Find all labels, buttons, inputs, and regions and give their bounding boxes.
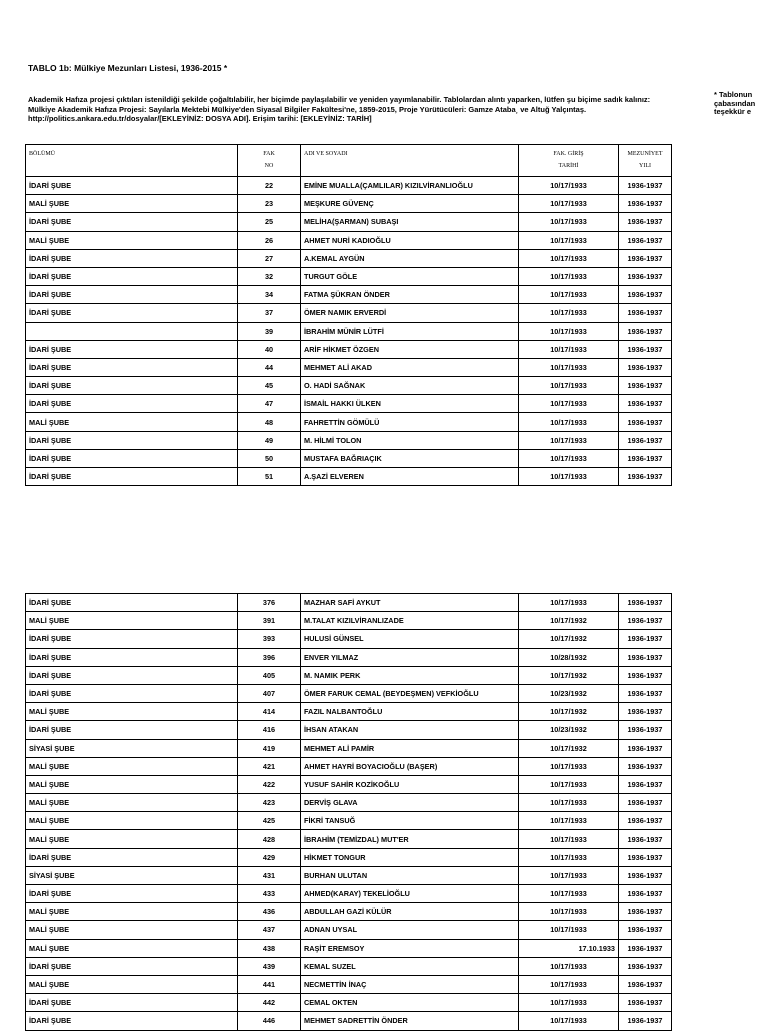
- year-cell: 1936-1937: [619, 231, 672, 249]
- fak-no-cell: 376: [238, 594, 301, 612]
- fak-no-cell: 40: [238, 340, 301, 358]
- fak-no-cell: 51: [238, 468, 301, 486]
- fak-no-cell: 431: [238, 866, 301, 884]
- table-row: [26, 177, 672, 195]
- header-giris-tarihi: [519, 145, 619, 177]
- name-cell: O. HADİ SAĞNAK: [301, 377, 519, 395]
- table-row: [26, 449, 672, 467]
- bolum-cell: MALİ ŞUBE: [26, 903, 238, 921]
- table-row: [26, 413, 672, 431]
- bolum-cell: İDARİ ŞUBE: [26, 721, 238, 739]
- bolum-cell: İDARİ ŞUBE: [26, 848, 238, 866]
- date-cell: 10/17/1933: [519, 866, 619, 884]
- table-header-row: [26, 145, 672, 177]
- name-cell: A.KEMAL AYGÜN: [301, 249, 519, 267]
- table-row: [26, 648, 672, 666]
- fak-no-cell: 37: [238, 304, 301, 322]
- year-cell: 1936-1937: [619, 322, 672, 340]
- fak-no-cell: 407: [238, 684, 301, 702]
- header-tarih-line1: FAK. GİRİŞ: [553, 151, 584, 157]
- table-row: [26, 286, 672, 304]
- header-mezuniyet-yili: [619, 145, 672, 177]
- citation-notice: Akademik Hafıza projesi çıktıları istenildiği şekilde çoğaltılabilir, her biçimde paylaşılabilir ve yeniden yayımlanabilir. Tablolardan alıntı yaparken, lütfen şu biçime sadık kalınız: Mülkiye Akademik Hafıza Projesi: Sayılarla Mektebi Mülkiye'den Siyasal Bilgiler Fakültesi'ne, 1859-2015, Proje Yürütücüleri: Gamze Ataba¸ ve Altuğ Yalçıntaş. http://politics.ankara.edu.tr/dosyalar/[EKLEYİNİZ: DOSYA ADI]. Erişim tarihi: [EKLEYİNİZ: TARİH]: [28, 95, 651, 123]
- date-cell: 10/17/1933: [519, 213, 619, 231]
- bolum-cell: MALİ ŞUBE: [26, 703, 238, 721]
- fak-no-cell: 50: [238, 449, 301, 467]
- fak-no-cell: 433: [238, 885, 301, 903]
- year-cell: 1936-1937: [619, 630, 672, 648]
- table-row: [26, 794, 672, 812]
- bolum-cell: MALİ ŞUBE: [26, 195, 238, 213]
- fak-no-cell: 393: [238, 630, 301, 648]
- table-row: [26, 1012, 672, 1030]
- fak-no-cell: 39: [238, 322, 301, 340]
- year-cell: 1936-1937: [619, 739, 672, 757]
- bolum-cell: SİYASİ ŞUBE: [26, 739, 238, 757]
- date-cell: 10/17/1933: [519, 757, 619, 775]
- name-cell: ABDULLAH GAZİ KÜLÜR: [301, 903, 519, 921]
- bolum-cell: İDARİ ŞUBE: [26, 994, 238, 1012]
- bolum-cell: İDARİ ŞUBE: [26, 957, 238, 975]
- table-body-top: [26, 177, 672, 486]
- year-cell: 1936-1937: [619, 286, 672, 304]
- date-cell: 10/17/1932: [519, 666, 619, 684]
- year-cell: 1936-1937: [619, 358, 672, 376]
- name-cell: ÖMER NAMIK ERVERDİ: [301, 304, 519, 322]
- year-cell: 1936-1937: [619, 648, 672, 666]
- fak-no-cell: 425: [238, 812, 301, 830]
- date-cell: 10/17/1933: [519, 775, 619, 793]
- bolum-cell: İDARİ ŞUBE: [26, 684, 238, 702]
- side-note-line: * Tablonun: [714, 90, 753, 99]
- year-cell: 1936-1937: [619, 395, 672, 413]
- table-row: [26, 267, 672, 285]
- fak-no-cell: 22: [238, 177, 301, 195]
- date-cell: 10/17/1933: [519, 1012, 619, 1030]
- name-cell: ADNAN UYSAL: [301, 921, 519, 939]
- name-cell: CEMAL OKTEN: [301, 994, 519, 1012]
- date-cell: 10/17/1933: [519, 903, 619, 921]
- name-cell: EMİNE MUALLA(ÇAMLILAR) KIZILVİRANLIOĞLU: [301, 177, 519, 195]
- bolum-cell: İDARİ ŞUBE: [26, 885, 238, 903]
- bolum-cell: İDARİ ŞUBE: [26, 395, 238, 413]
- graduates-table-top: [25, 144, 672, 486]
- side-note-line: teşekkür e: [714, 107, 752, 116]
- year-cell: 1936-1937: [619, 703, 672, 721]
- header-yil-line1: MEZUNİYET: [627, 151, 663, 157]
- table-row: [26, 358, 672, 376]
- table-row: [26, 812, 672, 830]
- name-cell: M. HİLMİ TOLON: [301, 431, 519, 449]
- bolum-cell: İDARİ ŞUBE: [26, 286, 238, 304]
- name-cell: ÖMER FARUK CEMAL (BEYDEŞMEN) VEFKİOĞLU: [301, 684, 519, 702]
- header-fak-no: [238, 145, 301, 177]
- bolum-cell: İDARİ ŞUBE: [26, 213, 238, 231]
- date-cell: 10/17/1933: [519, 358, 619, 376]
- date-cell: 10/17/1933: [519, 830, 619, 848]
- table-row: [26, 885, 672, 903]
- date-cell: 10/17/1933: [519, 340, 619, 358]
- name-cell: HİKMET TONGUR: [301, 848, 519, 866]
- date-cell: 10/17/1933: [519, 413, 619, 431]
- bolum-cell: MALİ ŞUBE: [26, 775, 238, 793]
- table-row: [26, 994, 672, 1012]
- fak-no-cell: 436: [238, 903, 301, 921]
- name-cell: YUSUF SAHİR KOZİKOĞLU: [301, 775, 519, 793]
- fak-no-cell: 25: [238, 213, 301, 231]
- header-adi-soyadi: [301, 145, 519, 177]
- table-row: [26, 666, 672, 684]
- date-cell: 10/17/1933: [519, 921, 619, 939]
- year-cell: 1936-1937: [619, 431, 672, 449]
- table-row: [26, 195, 672, 213]
- bolum-cell: MALİ ŞUBE: [26, 975, 238, 993]
- table-row: [26, 830, 672, 848]
- fak-no-cell: 429: [238, 848, 301, 866]
- year-cell: 1936-1937: [619, 249, 672, 267]
- fak-no-cell: 423: [238, 794, 301, 812]
- name-cell: FATMA ŞÜKRAN ÖNDER: [301, 286, 519, 304]
- bolum-cell: İDARİ ŞUBE: [26, 267, 238, 285]
- date-cell: 10/17/1933: [519, 812, 619, 830]
- fak-no-cell: 48: [238, 413, 301, 431]
- fak-no-cell: 32: [238, 267, 301, 285]
- name-cell: FAZIL NALBANTOĞLU: [301, 703, 519, 721]
- date-cell: 10/17/1933: [519, 177, 619, 195]
- bolum-cell: MALİ ŞUBE: [26, 794, 238, 812]
- fak-no-cell: 442: [238, 994, 301, 1012]
- fak-no-cell: 47: [238, 395, 301, 413]
- bolum-cell: İDARİ ŞUBE: [26, 304, 238, 322]
- table-row: [26, 395, 672, 413]
- date-cell: 10/23/1932: [519, 684, 619, 702]
- year-cell: 1936-1937: [619, 757, 672, 775]
- bolum-cell: İDARİ ŞUBE: [26, 358, 238, 376]
- fak-no-cell: 437: [238, 921, 301, 939]
- name-cell: İBRAHİM MÜNİR LÜTFİ: [301, 322, 519, 340]
- date-cell: 10/17/1933: [519, 957, 619, 975]
- name-cell: NECMETTİN İNAÇ: [301, 975, 519, 993]
- year-cell: 1936-1937: [619, 866, 672, 884]
- bolum-cell: İDARİ ŞUBE: [26, 666, 238, 684]
- bolum-cell: İDARİ ŞUBE: [26, 594, 238, 612]
- name-cell: MEHMET ALİ PAMİR: [301, 739, 519, 757]
- fak-no-cell: 27: [238, 249, 301, 267]
- fak-no-cell: 391: [238, 612, 301, 630]
- fak-no-cell: 396: [238, 648, 301, 666]
- name-cell: A.ŞAZİ ELVEREN: [301, 468, 519, 486]
- table-row: [26, 684, 672, 702]
- table-row: [26, 612, 672, 630]
- name-cell: MEHMET ALİ AKAD: [301, 358, 519, 376]
- bolum-cell: İDARİ ŞUBE: [26, 648, 238, 666]
- date-cell: 10/17/1933: [519, 975, 619, 993]
- fak-no-cell: 23: [238, 195, 301, 213]
- date-cell: 10/17/1932: [519, 703, 619, 721]
- table-row: [26, 848, 672, 866]
- date-cell: 10/17/1932: [519, 612, 619, 630]
- date-cell: 10/17/1933: [519, 322, 619, 340]
- table-row: [26, 377, 672, 395]
- name-cell: KEMAL SUZEL: [301, 957, 519, 975]
- name-cell: M. NAMIK PERK: [301, 666, 519, 684]
- fak-no-cell: 419: [238, 739, 301, 757]
- bolum-cell: MALİ ŞUBE: [26, 921, 238, 939]
- fak-no-cell: 26: [238, 231, 301, 249]
- header-bolum: [26, 145, 238, 177]
- name-cell: HULUSİ GÜNSEL: [301, 630, 519, 648]
- table-row: [26, 975, 672, 993]
- name-cell: İSMAİL HAKKI ÜLKEN: [301, 395, 519, 413]
- name-cell: M.TALAT KIZILVİRANLIZADE: [301, 612, 519, 630]
- table-row: [26, 304, 672, 322]
- date-cell: 10/17/1932: [519, 630, 619, 648]
- bolum-cell: İDARİ ŞUBE: [26, 449, 238, 467]
- header-ad-label: ADI VE SOYADI: [304, 151, 348, 157]
- name-cell: MEHMET SADRETTİN ÖNDER: [301, 1012, 519, 1030]
- year-cell: 1936-1937: [619, 994, 672, 1012]
- table-row: [26, 249, 672, 267]
- name-cell: FAHRETTİN GÖMÜLÜ: [301, 413, 519, 431]
- bolum-cell: MALİ ŞUBE: [26, 413, 238, 431]
- bolum-cell: İDARİ ŞUBE: [26, 340, 238, 358]
- year-cell: 1936-1937: [619, 830, 672, 848]
- table-row: [26, 703, 672, 721]
- bolum-cell: MALİ ŞUBE: [26, 812, 238, 830]
- name-cell: BURHAN ULUTAN: [301, 866, 519, 884]
- date-cell: 10/17/1933: [519, 431, 619, 449]
- bolum-cell: İDARİ ŞUBE: [26, 431, 238, 449]
- year-cell: 1936-1937: [619, 1012, 672, 1030]
- name-cell: MELİHA(ŞARMAN) SUBAŞI: [301, 213, 519, 231]
- table-row: [26, 903, 672, 921]
- name-cell: DERVİŞ GLAVA: [301, 794, 519, 812]
- side-note-line: çabasından: [714, 98, 756, 108]
- name-cell: RAŞİT EREMSOY: [301, 939, 519, 957]
- name-cell: FİKRİ TANSUĞ: [301, 812, 519, 830]
- name-cell: ENVER YILMAZ: [301, 648, 519, 666]
- header-tarih-line2: TARİHİ: [558, 163, 579, 169]
- name-cell: MEŞKURE GÜVENÇ: [301, 195, 519, 213]
- table-row: [26, 866, 672, 884]
- year-cell: 1936-1937: [619, 195, 672, 213]
- date-cell: 10/28/1932: [519, 648, 619, 666]
- fak-no-cell: 428: [238, 830, 301, 848]
- year-cell: 1936-1937: [619, 413, 672, 431]
- fak-no-cell: 439: [238, 957, 301, 975]
- table-row: [26, 213, 672, 231]
- date-cell: 17.10.1933: [519, 939, 619, 957]
- year-cell: 1936-1937: [619, 775, 672, 793]
- name-cell: AHMET NURİ KADIOĞLU: [301, 231, 519, 249]
- date-cell: 10/17/1933: [519, 449, 619, 467]
- table-row: [26, 231, 672, 249]
- name-cell: İHSAN ATAKAN: [301, 721, 519, 739]
- year-cell: 1936-1937: [619, 939, 672, 957]
- date-cell: 10/23/1932: [519, 721, 619, 739]
- table-body-bottom: [26, 594, 672, 1031]
- fak-no-cell: 421: [238, 757, 301, 775]
- bolum-cell: SİYASİ ŞUBE: [26, 866, 238, 884]
- date-cell: 10/17/1933: [519, 594, 619, 612]
- year-cell: 1936-1937: [619, 377, 672, 395]
- name-cell: ARİF HİKMET ÖZGEN: [301, 340, 519, 358]
- bolum-cell: [26, 322, 238, 340]
- bolum-cell: İDARİ ŞUBE: [26, 377, 238, 395]
- date-cell: 10/17/1933: [519, 468, 619, 486]
- name-cell: TURGUT GÖLE: [301, 267, 519, 285]
- header-fak-line2: NO: [264, 163, 274, 169]
- date-cell: 10/17/1933: [519, 377, 619, 395]
- year-cell: 1936-1937: [619, 594, 672, 612]
- bolum-cell: İDARİ ŞUBE: [26, 1012, 238, 1030]
- fak-no-cell: 441: [238, 975, 301, 993]
- bolum-cell: MALİ ŞUBE: [26, 939, 238, 957]
- date-cell: 10/17/1933: [519, 195, 619, 213]
- fak-no-cell: 34: [238, 286, 301, 304]
- year-cell: 1936-1937: [619, 177, 672, 195]
- name-cell: MUSTAFA BAĞRIAÇIK: [301, 449, 519, 467]
- bolum-cell: MALİ ŞUBE: [26, 830, 238, 848]
- year-cell: 1936-1937: [619, 213, 672, 231]
- table-row: [26, 775, 672, 793]
- document-title: TABLO 1b: Mülkiye Mezunları Listesi, 1936-2015 *: [28, 63, 228, 73]
- fak-no-cell: 44: [238, 358, 301, 376]
- year-cell: 1936-1937: [619, 684, 672, 702]
- table-row: [26, 957, 672, 975]
- graduates-table-bottom: [25, 593, 672, 1031]
- year-cell: 1936-1937: [619, 304, 672, 322]
- table-row: [26, 757, 672, 775]
- bolum-cell: MALİ ŞUBE: [26, 612, 238, 630]
- year-cell: 1936-1937: [619, 612, 672, 630]
- table-row: [26, 921, 672, 939]
- year-cell: 1936-1937: [619, 848, 672, 866]
- year-cell: 1936-1937: [619, 812, 672, 830]
- bolum-cell: İDARİ ŞUBE: [26, 468, 238, 486]
- table-row: [26, 322, 672, 340]
- year-cell: 1936-1937: [619, 975, 672, 993]
- year-cell: 1936-1937: [619, 340, 672, 358]
- date-cell: 10/17/1933: [519, 794, 619, 812]
- table-row: [26, 340, 672, 358]
- fak-no-cell: 49: [238, 431, 301, 449]
- bolum-cell: İDARİ ŞUBE: [26, 249, 238, 267]
- fak-no-cell: 414: [238, 703, 301, 721]
- year-cell: 1936-1937: [619, 449, 672, 467]
- year-cell: 1936-1937: [619, 721, 672, 739]
- header-yil-line2: YILI: [639, 163, 651, 169]
- date-cell: 10/17/1933: [519, 304, 619, 322]
- year-cell: 1936-1937: [619, 468, 672, 486]
- year-cell: 1936-1937: [619, 885, 672, 903]
- name-cell: MAZHAR SAFİ AYKUT: [301, 594, 519, 612]
- date-cell: 10/17/1933: [519, 994, 619, 1012]
- fak-no-cell: 405: [238, 666, 301, 684]
- name-cell: İBRAHİM (TEMİZDAL) MUT'ER: [301, 830, 519, 848]
- header-fak-line1: FAK: [263, 151, 275, 157]
- year-cell: 1936-1937: [619, 794, 672, 812]
- table-row: [26, 594, 672, 612]
- table-row: [26, 939, 672, 957]
- date-cell: 10/17/1933: [519, 848, 619, 866]
- year-cell: 1936-1937: [619, 666, 672, 684]
- table-row: [26, 630, 672, 648]
- bolum-cell: İDARİ ŞUBE: [26, 177, 238, 195]
- date-cell: 10/17/1933: [519, 286, 619, 304]
- bolum-cell: MALİ ŞUBE: [26, 757, 238, 775]
- date-cell: 10/17/1933: [519, 267, 619, 285]
- date-cell: 10/17/1933: [519, 249, 619, 267]
- date-cell: 10/17/1933: [519, 885, 619, 903]
- fak-no-cell: 416: [238, 721, 301, 739]
- bolum-cell: İDARİ ŞUBE: [26, 630, 238, 648]
- fak-no-cell: 45: [238, 377, 301, 395]
- table-row: [26, 739, 672, 757]
- fak-no-cell: 446: [238, 1012, 301, 1030]
- date-cell: 10/17/1933: [519, 395, 619, 413]
- year-cell: 1936-1937: [619, 921, 672, 939]
- name-cell: AHMED(KARAY) TEKELİOĞLU: [301, 885, 519, 903]
- year-cell: 1936-1937: [619, 903, 672, 921]
- name-cell: AHMET HAYRİ BOYACIOĞLU (BAŞER): [301, 757, 519, 775]
- table-row: [26, 468, 672, 486]
- bolum-cell: MALİ ŞUBE: [26, 231, 238, 249]
- header-bolum-label: BÖLÜMÜ: [29, 151, 56, 157]
- date-cell: 10/17/1933: [519, 231, 619, 249]
- year-cell: 1936-1937: [619, 957, 672, 975]
- table-row: [26, 721, 672, 739]
- year-cell: 1936-1937: [619, 267, 672, 285]
- date-cell: 10/17/1932: [519, 739, 619, 757]
- fak-no-cell: 422: [238, 775, 301, 793]
- table-row: [26, 431, 672, 449]
- fak-no-cell: 438: [238, 939, 301, 957]
- side-note: [714, 91, 755, 117]
